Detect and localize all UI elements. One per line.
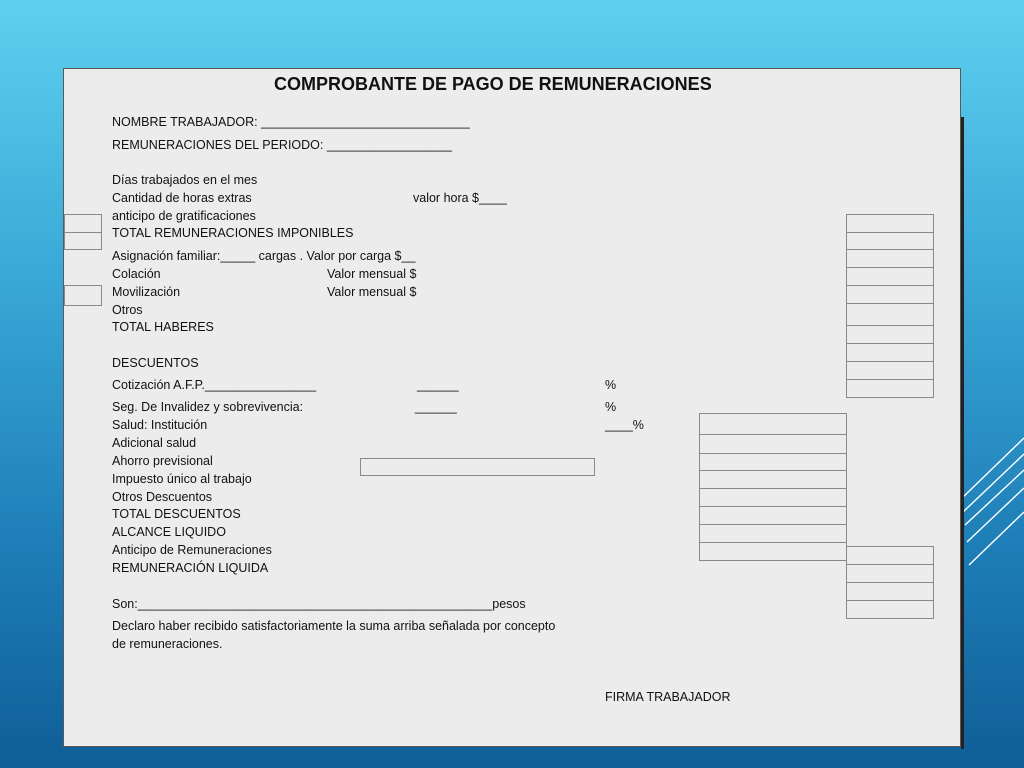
amount-box[interactable] — [700, 454, 846, 471]
amount-box[interactable] — [700, 489, 846, 507]
input-box[interactable] — [64, 285, 102, 306]
hour-value-label: valor hora $____ — [413, 191, 507, 205]
additional-health-label: Adicional salud — [112, 436, 197, 450]
amount-box[interactable] — [847, 304, 933, 326]
payment-receipt-document — [63, 68, 961, 747]
input-box[interactable] — [65, 215, 101, 233]
transport-monthly-value-label: Valor mensual $ — [327, 285, 417, 299]
total-earnings-label: TOTAL HABERES — [112, 320, 214, 334]
family-allowance-label: Asignación familiar:_____ cargas . Valor por carga $__ — [112, 249, 416, 263]
amount-box[interactable] — [847, 215, 933, 233]
amount-box[interactable] — [847, 547, 933, 565]
amount-box[interactable] — [847, 286, 933, 304]
gratification-advance-label: anticipo de gratificaciones — [112, 209, 256, 223]
amount-box[interactable] — [847, 326, 933, 344]
insurance-blank: ______ — [415, 400, 457, 414]
period-field: REMUNERACIONES DEL PERIODO: __________________ — [112, 138, 452, 152]
amount-box[interactable] — [700, 414, 846, 435]
pension-savings-label: Ahorro previsional — [112, 454, 213, 468]
deductions-heading: DESCUENTOS — [112, 356, 199, 370]
salary-advance-label: Anticipo de Remuneraciones — [112, 543, 272, 557]
amount-box[interactable] — [847, 380, 933, 398]
income-tax-label: Impuesto único al trabajo — [112, 472, 252, 486]
overtime-hours-label: Cantidad de horas extras — [112, 191, 252, 205]
amount-box[interactable] — [847, 565, 933, 583]
deductions-amount-boxes — [699, 413, 847, 561]
amount-box[interactable] — [700, 507, 846, 525]
transport-allowance-label: Movilización — [112, 285, 181, 299]
other-earnings-label: Otros — [112, 303, 143, 317]
amount-box[interactable] — [847, 268, 933, 286]
amount-box[interactable] — [700, 471, 846, 489]
amount-box[interactable] — [700, 543, 846, 561]
earnings-amount-boxes — [846, 214, 934, 398]
amount-in-words-field: Son:___________________________________________________pesos — [112, 597, 526, 611]
worker-name-field: NOMBRE TRABAJADOR: ______________________________ — [112, 115, 470, 129]
afp-contribution-label: Cotización A.F.P.________________ — [112, 378, 317, 392]
left-boxes-top — [64, 214, 102, 250]
amount-box[interactable] — [700, 525, 846, 543]
total-taxable-label: TOTAL REMUNERACIONES IMPONIBLES — [112, 226, 354, 240]
afp-blank: ______ — [417, 378, 459, 392]
other-deductions-label: Otros Descuentos — [112, 490, 213, 504]
net-salary-label: REMUNERACIÓN LIQUIDA — [112, 561, 269, 575]
document-title: COMPROBANTE DE PAGO DE REMUNERACIONES — [274, 74, 712, 94]
pension-savings-box[interactable] — [360, 458, 595, 476]
amount-box[interactable] — [847, 362, 933, 380]
health-institution-label: Salud: Institución — [112, 418, 208, 432]
days-worked-label: Días trabajados en el mes — [112, 173, 258, 187]
disability-insurance-label: Seg. De Invalidez y sobrevivencia: — [112, 400, 304, 414]
input-box[interactable] — [65, 233, 101, 250]
amount-box[interactable] — [847, 250, 933, 268]
declaration-line-2: de remuneraciones. — [112, 637, 223, 651]
net-amount-boxes — [846, 546, 934, 619]
afp-percent: % — [605, 378, 617, 392]
amount-box[interactable] — [847, 583, 933, 601]
worker-signature-label: FIRMA TRABAJADOR — [605, 690, 731, 704]
insurance-percent: % — [605, 400, 617, 414]
decorative-lines — [955, 430, 1024, 580]
net-reach-label: ALCANCE LIQUIDO — [112, 525, 226, 539]
amount-box[interactable] — [847, 344, 933, 362]
health-percent: ____% — [605, 418, 644, 432]
amount-box[interactable] — [847, 601, 933, 619]
meal-monthly-value-label: Valor mensual $ — [327, 267, 417, 281]
declaration-line-1: Declaro haber recibido satisfactoriamente la suma arriba señalada por concepto — [112, 619, 556, 633]
amount-box[interactable] — [847, 233, 933, 250]
meal-allowance-label: Colación — [112, 267, 161, 281]
amount-box[interactable] — [700, 435, 846, 454]
total-deductions-label: TOTAL DESCUENTOS — [112, 507, 241, 521]
